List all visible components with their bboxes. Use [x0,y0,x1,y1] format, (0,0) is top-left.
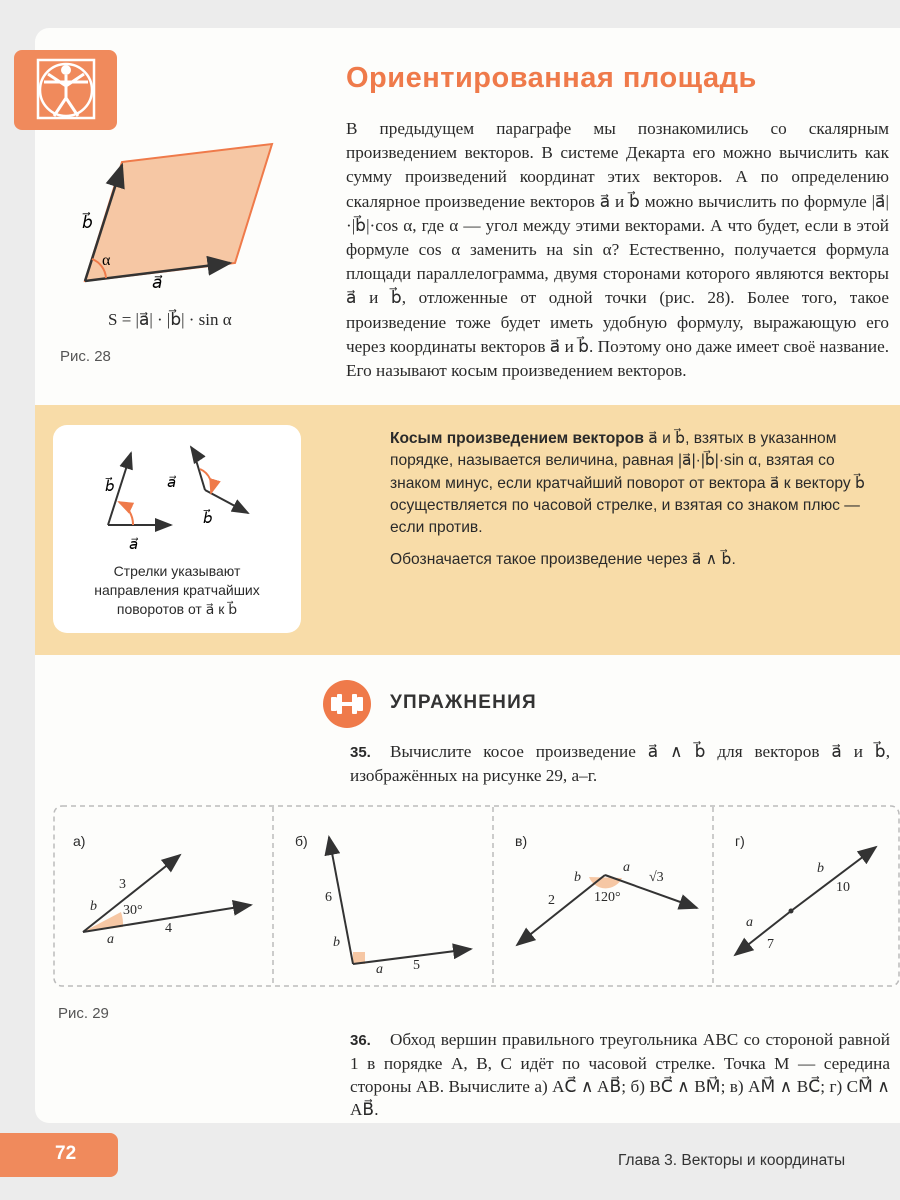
panel-c-vb: b⃗ [574,870,592,885]
card-caption-line2: направления кратчайших [94,582,260,598]
panel-a-label: а) [73,833,86,849]
page-title: Ориентированная площадь [346,62,757,94]
fig28-caption: Рис. 28 [60,348,111,365]
figure-28-parallelogram [60,138,290,288]
vitruvian-man-icon [36,56,96,124]
page-number: 72 [55,1143,77,1164]
figure-29 [53,805,900,987]
task-36-number: 36. [350,1032,371,1049]
panel-d-b-length: 10 [836,880,850,895]
fig28-formula: S = |a⃗| · |b⃗| · sin α [108,310,232,329]
section-logo [14,50,117,130]
fig28-label-alpha: α [102,252,111,269]
panel-d-va: a⃗ [746,915,764,930]
panel-b-label: б) [295,833,308,849]
intro-paragraph: В предыдущем параграфе мы познакомились со скалярным произведением векторов. В системе Декарта его можно вычислить как сумму произведений координат этих векторов. А по определению скалярное произведение векторов a⃗ и b⃗ можно вычислить по формуле |a⃗|·|b⃗|·cos α, где α — угол между этими векторами. А что будет, если в этой формуле cos α заменить на sin α? Естественно, получается формула площади параллелограмма, двумя сторонами которого являются векторы a⃗ и b⃗, отложенные от одной точки (рис. 28). Более того, такое произведение тоже будет иметь удобную формулу, выражающую его через координаты векторов a⃗ и b⃗. Поэтому оно даже имеет своё название. Его называют косым произведением векторов. [346,119,889,381]
task-36-text: Обход вершин правильного треугольника ABC со стороной равной 1 в порядке A, B, C идёт по часовой стрелке. Точка M — середина стороны AB. Вычислите а) AC⃗ ∧ AB⃗; б) BC⃗ ∧ BM⃗; в) AM⃗ ∧ BC⃗; г) CM⃗ ∧ AB⃗. [350,1030,890,1119]
definition-notation: Обозначается такое произведение через a⃗ ∧ b⃗. [390,551,736,569]
panel-c-b-length: 2 [548,893,555,908]
task-36 [350,1028,890,1121]
definition-body: a⃗ и b⃗, взятых в указанном порядке, называется величина, равная |a⃗|·|b⃗|·sin α, взятая со знаком минус, если кратчайший поворот от вектора a⃗ к вектору b⃗ осуществляется по часовой стрелке, и взятая со знаком плюс — если против. [390,430,865,537]
card-caption-line1: Стрелки указывают [113,563,241,579]
panel-a-angle: 30° [123,903,143,918]
panel-c-angle: 120° [594,890,621,905]
fig28-label-b: b⃗ [82,213,93,232]
panel-c-a-length: √3 [649,870,664,885]
rotation-diagrams [53,425,301,560]
definition-text [390,428,870,572]
definition-term: Косым произведением векторов [390,430,644,447]
chapter-title: Глава 3. Векторы и координаты [618,1152,846,1169]
task-35-number: 35. [350,744,371,761]
panel-d-label: г) [735,833,745,849]
card-right-a: a⃗ [167,475,177,491]
page-number-tab [0,1133,118,1177]
panel-d-vb: b⃗ [817,861,835,876]
panel-b-a-length: 5 [413,958,420,973]
panel-b-va: a⃗ [376,962,394,977]
panel-d-a-length: 7 [767,937,774,952]
task-35-text: Вычислите косое произведение a⃗ ∧ b⃗ для векторов a⃗ и b⃗, изображённых на рисунке 29, а–г. [350,742,890,785]
card-left-b: b⃗ [105,479,115,495]
rotation-card [53,425,301,633]
panel-a-va: a⃗ [107,932,125,947]
task-35 [350,740,890,787]
rotation-card-caption [53,562,301,619]
exercises-heading: УПРАЖНЕНИЯ [390,692,537,713]
panel-c-label: в) [515,833,528,849]
fig28-label-a: a⃗ [152,273,163,288]
card-right-b: b⃗ [203,511,213,527]
panel-b-b-length: 6 [325,890,332,905]
panel-b-vb: b⃗ [333,935,351,950]
panel-a-b-length: 3 [119,877,126,892]
card-left-a: a⃗ [129,537,139,553]
dumbbell-icon [323,680,371,728]
panel-c-va: a⃗ [623,860,641,875]
panel-a-a-length: 4 [165,921,172,936]
panel-a-vb: b⃗ [90,899,108,914]
exercises-icon [323,680,371,728]
card-caption-line3: поворотов от a⃗ к b⃗ [116,601,238,617]
fig29-caption: Рис. 29 [58,1005,109,1022]
